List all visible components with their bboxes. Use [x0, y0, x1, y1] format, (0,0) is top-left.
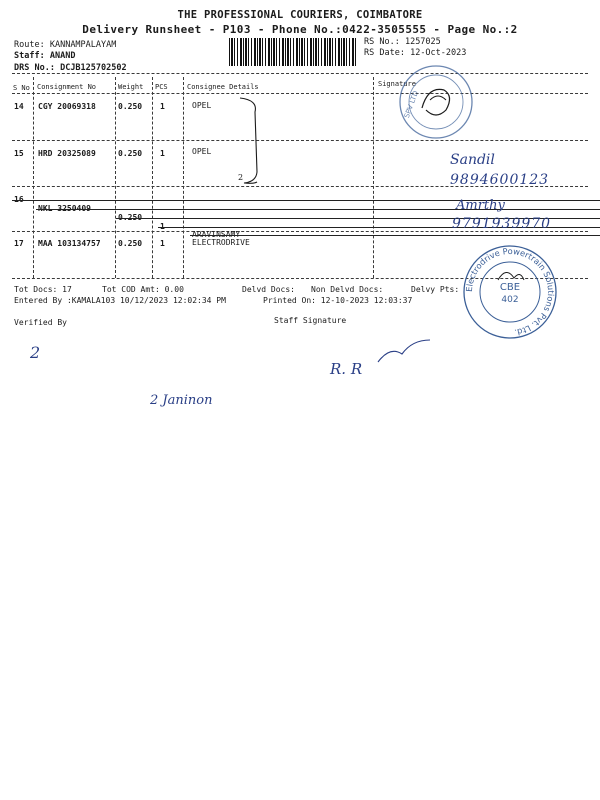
row-pcs: 1: [160, 102, 165, 111]
phone-text: 9791939970: [452, 216, 552, 232]
column-divider: [115, 77, 116, 278]
seal-text: SPV LTD: [402, 89, 421, 120]
rs-no-line: [364, 37, 441, 47]
tot-docs: Tot Docs: 17: [14, 285, 72, 294]
row-consignee: ELECTRODRIVE: [192, 238, 250, 247]
handwritten-signature-row15: [450, 150, 570, 190]
verified-mark-text: 2: [30, 343, 41, 362]
route-line: [14, 40, 116, 50]
col-header-consignee: Consignee Details: [187, 83, 259, 91]
handwritten-verified-mark: [30, 340, 60, 364]
row-consignment: CGY 20069318: [38, 102, 96, 111]
signature-text: Amrthy: [456, 198, 505, 213]
non-delvd-docs: Non Delvd Docs:: [311, 285, 384, 294]
handwritten-signature-row16: [452, 196, 572, 236]
signature-text: Sandil: [450, 152, 495, 168]
row-weight: 0.250: [118, 102, 143, 111]
drs-label: DRS No.:: [14, 63, 55, 73]
row-consignment: HRD 20325089: [38, 149, 96, 158]
stamp-ring-text: Electrodrive Powertrain Solutions Pvt. Ltd.: [463, 245, 557, 338]
company-seal-stamp: [398, 64, 474, 140]
row-pcs: 1: [160, 149, 165, 158]
col-header-sno: S No: [13, 84, 30, 92]
row-sno: 15: [14, 149, 24, 158]
rs-date-label: RS Date:: [364, 48, 405, 58]
drs-line: [14, 63, 127, 73]
verifier-name-text: 2 Janinon: [150, 393, 213, 408]
row-consignee: OPEL: [192, 101, 212, 110]
handwritten-verifier-name: [150, 374, 260, 414]
handwritten-bracket: [230, 92, 270, 187]
col-header-weight: Weight: [118, 83, 144, 91]
row-weight: 0.250: [118, 149, 143, 158]
row-weight: 0.250: [118, 239, 143, 248]
stamp-center-bottom: 402: [501, 295, 519, 305]
staff-signature-text: R. R: [330, 360, 363, 378]
col-header-consignment: Consignment No: [37, 83, 97, 91]
header-bottom-rule: [12, 93, 588, 94]
staff-label: Staff:: [14, 51, 45, 61]
electrodrive-stamp: [462, 244, 558, 340]
printed-on: Printed On: 12-10-2023 12:03:37: [263, 296, 413, 305]
row-sno: 16: [14, 195, 600, 204]
row-rule: [12, 140, 588, 141]
column-divider: [152, 77, 153, 278]
phone-text: 9894600123: [450, 172, 550, 188]
route-label: Route:: [14, 40, 45, 50]
entered-by: Entered By :KAMALA103 10/12/2023 12:02:34 PM: [14, 296, 226, 305]
row-weight: 0.250: [118, 213, 600, 222]
row-pcs: 1: [160, 239, 165, 248]
rs-date-line: [364, 48, 466, 58]
rs-no-label: RS No.:: [364, 37, 400, 47]
rs-date-value: 12-Oct-2023: [410, 48, 467, 58]
stamp-center-top: CBE: [499, 282, 521, 293]
column-divider: [183, 77, 184, 278]
tot-cod-amt: Tot COD Amt: 0.00: [102, 285, 184, 294]
row-consignment: MAA 103134757: [38, 239, 101, 248]
verified-by-label: Verified By: [14, 318, 67, 327]
delvy-pts: Delvy Pts:: [411, 285, 460, 294]
drs-value: DCJB125702502: [60, 63, 127, 73]
runsheet-title: Delivery Runsheet - P103 - Phone No.:0422-3505555 - Page No.:2: [82, 23, 518, 36]
row-pcs: 1: [160, 222, 600, 231]
handwritten-staff-signature: [330, 336, 440, 382]
row-consignee: ARAVINSAMY: [192, 230, 600, 239]
company-title: THE PROFESSIONAL COURIERS, COIMBATORE: [177, 9, 423, 21]
route-value: KANNAMPALAYAM: [49, 40, 117, 50]
row-sno: 17: [14, 239, 24, 248]
column-divider: [33, 77, 34, 278]
staff-line: [14, 51, 75, 61]
staff-signature-label: Staff Signature: [274, 316, 347, 325]
barcode: [229, 38, 357, 66]
delvd-docs: Delvd Docs:: [242, 285, 295, 294]
col-header-pcs: PCS: [155, 83, 168, 91]
staff-value: ANAND: [49, 51, 76, 61]
row-sno: 14: [14, 102, 24, 111]
svg-text:2: 2: [238, 173, 244, 182]
rs-no-value: 1257025: [404, 37, 441, 47]
row-consignee: OPEL: [192, 147, 212, 156]
column-divider: [373, 77, 374, 278]
row-consignment: NKL 3250409: [38, 204, 600, 213]
table-top-rule: [12, 73, 588, 74]
col-header-signature: Signature: [378, 80, 416, 88]
